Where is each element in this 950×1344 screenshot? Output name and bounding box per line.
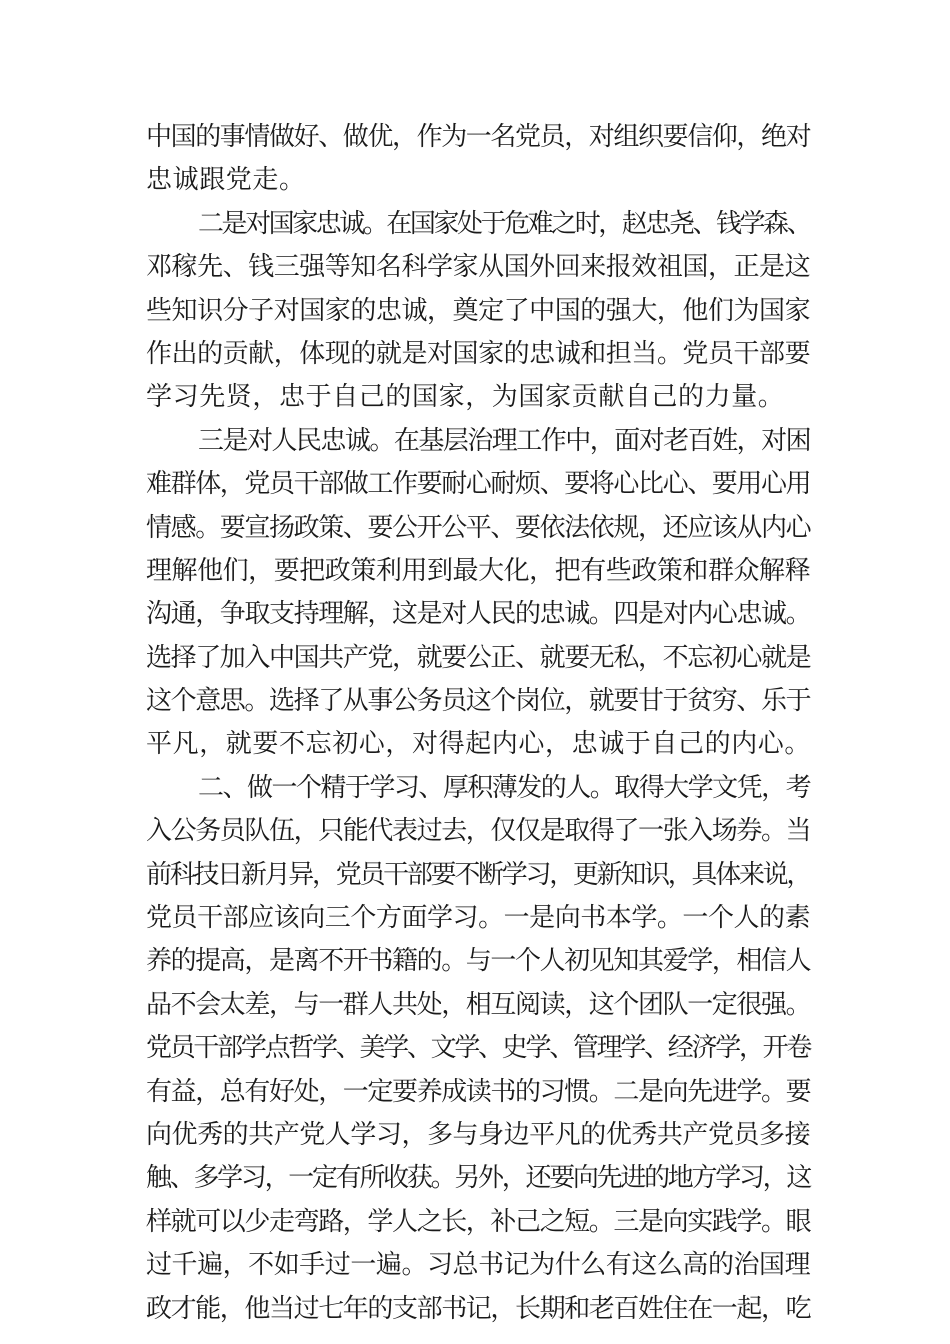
text-line: 过千遍，不如手过一遍。习总书记为什么有这么高的治国理 bbox=[146, 1250, 810, 1281]
text-line: 这个意思。选择了从事公务员这个岗位，就要甘于贫穷、乐于 bbox=[146, 686, 811, 717]
text-line: 中国的事情做好、做优，作为一名党员，对组织要信仰，绝对 bbox=[146, 122, 811, 152]
text-line: 忠诚跟党走。 bbox=[146, 165, 306, 196]
text-line: 二是对国家忠诚。在国家处于危难之时，赵忠尧、钱学森、 bbox=[198, 208, 810, 239]
text-line: 样就可以少走弯路，学人之长，补己之短。三是向实践学。眼 bbox=[146, 1206, 811, 1237]
text-line: 党员干部学点哲学、美学、文学、史学、管理学、经济学，开卷 bbox=[146, 1033, 810, 1064]
text-line: 些知识分子对国家的忠诚，奠定了中国的强大，他们为国家 bbox=[146, 295, 810, 326]
text-line: 入公务员队伍，只能代表过去，仅仅是取得了一张入场券。当 bbox=[146, 816, 811, 847]
text-line: 向优秀的共产党人学习，多与身边平凡的优秀共产党员多接 bbox=[146, 1119, 810, 1150]
text-line: 前科技日新月异，党员干部要不断学习，更新知识，具体来说， bbox=[146, 859, 810, 890]
text-line: 平凡，就要不忘初心，对得起内心，忠诚于自己的内心。 bbox=[146, 729, 812, 760]
text-line: 沟通，争取支持理解，这是对人民的忠诚。四是对内心忠诚。 bbox=[146, 599, 811, 630]
text-line: 有益，总有好处，一定要养成读书的习惯。二是向先进学。要 bbox=[146, 1076, 811, 1107]
text-line: 二、做一个精于学习、厚积薄发的人。取得大学文凭，考 bbox=[198, 772, 810, 803]
text-line: 作出的贡献，体现的就是对国家的忠诚和担当。党员干部要 bbox=[146, 338, 810, 369]
text-line: 情感。要宣扬政策、要公开公平、要依法依规，还应该从内心 bbox=[146, 512, 811, 543]
text-line: 政才能，他当过七年的支部书记，长期和老百姓住在一起，吃 bbox=[146, 1293, 811, 1324]
body-text bbox=[146, 116, 810, 1331]
text-line: 理解他们，要把政策利用到最大化，把有些政策和群众解释 bbox=[146, 555, 810, 586]
text-line: 党员干部应该向三个方面学习。一是向书本学。一个人的素 bbox=[146, 903, 810, 934]
text-line: 邓稼先、钱三强等知名科学家从国外回来报效祖国，正是这 bbox=[146, 252, 810, 283]
text-line: 品不会太差，与一群人共处，相互阅读，这个团队一定很强。 bbox=[146, 989, 811, 1020]
text-line: 选择了加入中国共产党，就要公正、就要无私，不忘初心就是 bbox=[146, 642, 811, 673]
text-line: 三是对人民忠诚。在基层治理工作中，面对老百姓，对困 bbox=[198, 425, 810, 456]
text-line: 触、多学习，一定有所收获。另外，还要向先进的地方学习，这 bbox=[146, 1163, 810, 1194]
text-line: 学习先贤，忠于自己的国家，为国家贡献自己的力量。 bbox=[146, 382, 785, 413]
text-line: 难群体，党员干部做工作要耐心耐烦、要将心比心、要用心用 bbox=[146, 469, 811, 500]
text-line: 养的提高，是离不开书籍的。与一个人初见知其爱学，相信人 bbox=[146, 946, 811, 977]
